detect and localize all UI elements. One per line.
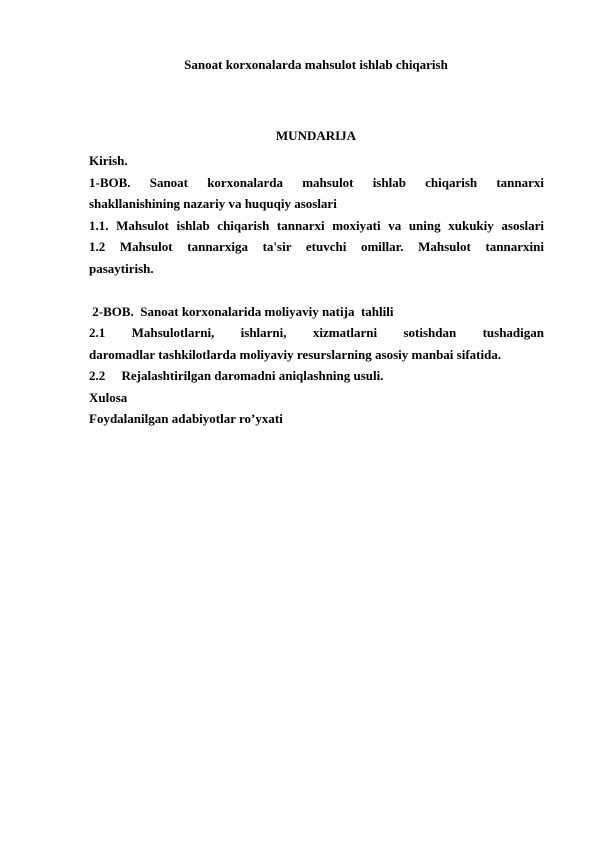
toc-item-conclusion: Xulosa <box>89 389 128 405</box>
toc-item-chapter-1: 1-BOB. Sanoat korxonalarda mahsulot ishlab chiqarish tannarxi <box>89 174 544 190</box>
toc-item-chapter-2: 2-BOB. Sanoat korxonalarida moliyaviy natija tahlili <box>89 303 394 319</box>
document-title: Sanoat korxonalarda mahsulot ishlab chiqarish <box>184 57 448 72</box>
toc-item-section-2-1: 2.1 Mahsulotlarni, ishlarni, xizmatlarni sotishdan tushadigan <box>89 325 544 340</box>
toc-heading: MUNDARIJA <box>275 128 357 143</box>
toc-item-section-2-1-cont: daromadlar tashkilotlarda moliyaviy resurslarning asosiy manbai sifatida. <box>89 346 502 362</box>
toc-spacer <box>89 279 544 301</box>
toc-item-references: Foydalanilgan adabiyotlar ro’yxati <box>89 411 283 426</box>
toc-item-section-1-2: 1.2 Mahsulot tannarxiga ta'sir etuvchi omillar. Mahsulot tannarxini <box>89 239 544 254</box>
toc-item-section-1-1: 1.1. Mahsulot ishlab chiqarish tannarxi moxiyati va uning xukukiy asoslari <box>89 217 544 233</box>
table-of-contents <box>89 150 544 430</box>
toc-item-intro: Kirish. <box>89 153 128 168</box>
toc-item-section-1-2-cont: pasaytirish. <box>89 260 154 276</box>
toc-item-chapter-1-cont: shakllanishining nazariy va huquqiy asoslari <box>89 196 337 211</box>
toc-item-section-2-2: 2.2 Rejalashtirilgan daromadni aniqlashning usuli. <box>89 368 384 383</box>
